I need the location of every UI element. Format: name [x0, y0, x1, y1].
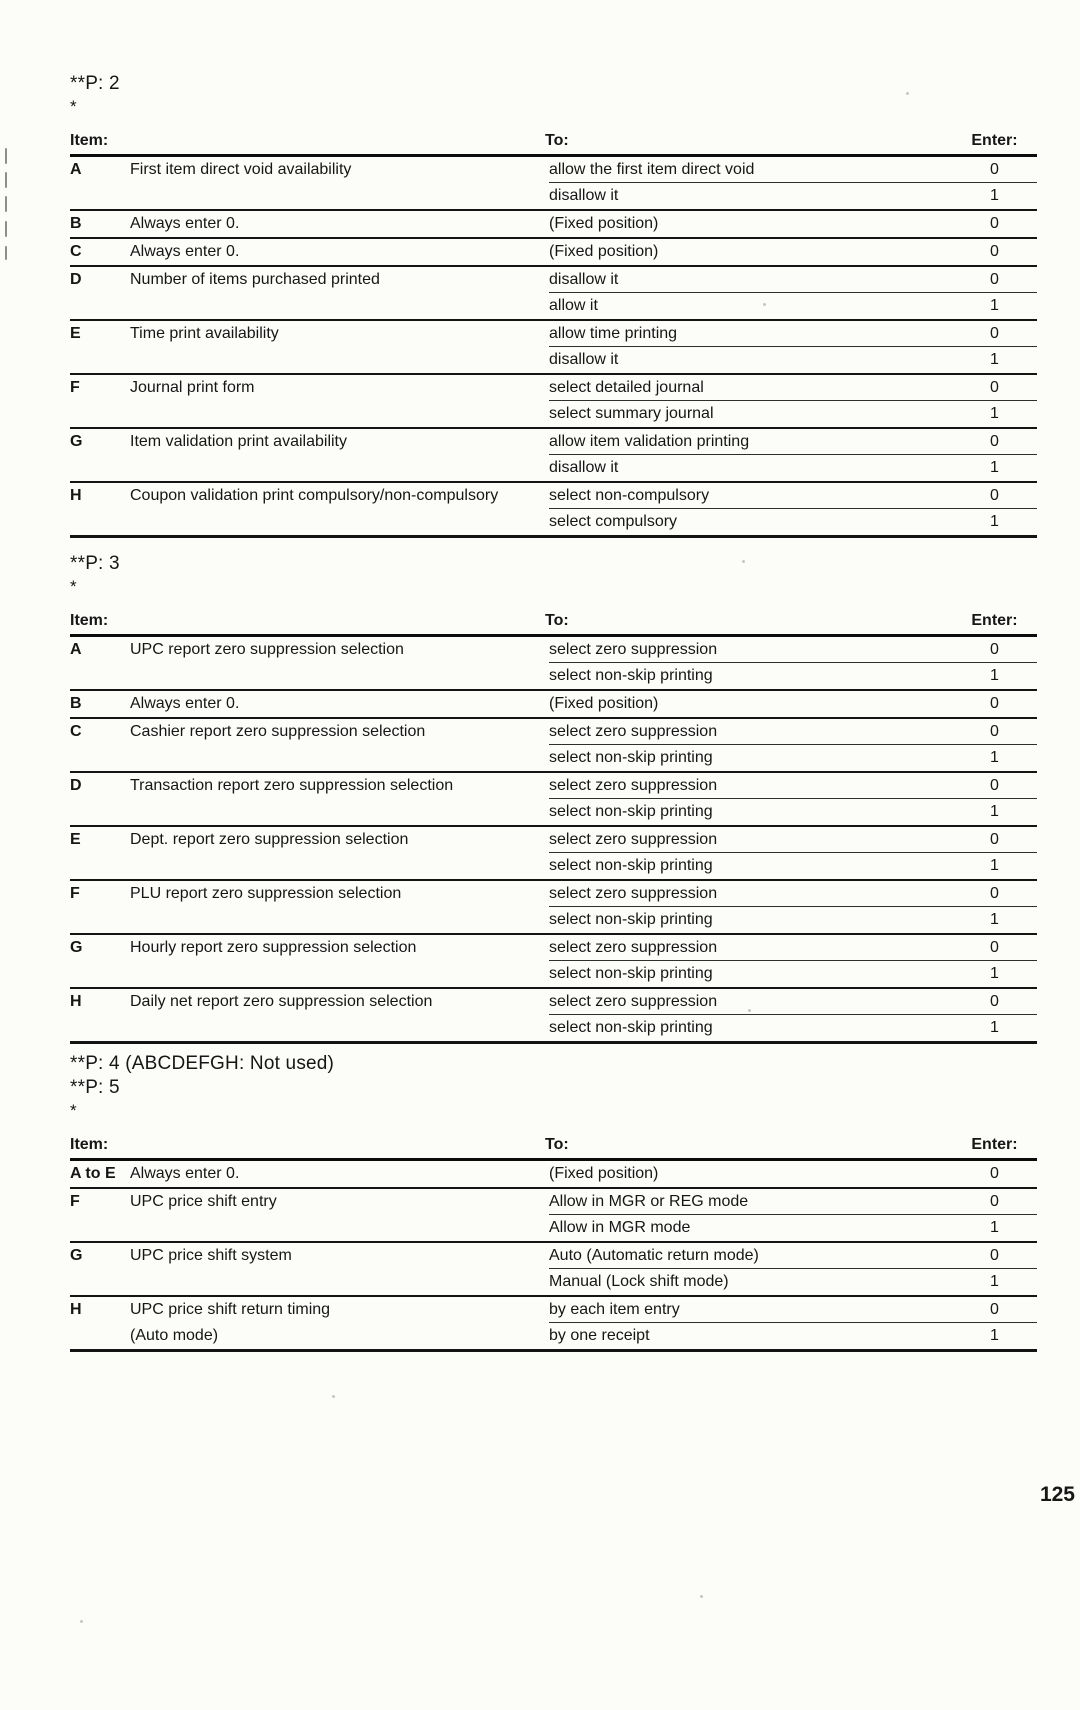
- section-heading: **P: 2: [70, 73, 120, 94]
- item-description: Always enter 0.: [130, 215, 240, 232]
- item-description: Always enter 0.: [130, 1165, 240, 1182]
- option-enter: 1: [990, 803, 999, 820]
- table-row: [70, 321, 1037, 375]
- item-description: Number of items purchased printed: [130, 271, 380, 288]
- column-header-enter: Enter:: [971, 1136, 1018, 1153]
- item-letter: C: [70, 723, 82, 740]
- option-to: allow time printing: [549, 324, 678, 342]
- column-header-enter: Enter:: [971, 612, 1018, 629]
- scan-artifact: [5, 246, 7, 260]
- item-description: Time print availability: [130, 325, 279, 342]
- section-heading: **P: 4 (ABCDEFGH: Not used): [70, 1053, 335, 1074]
- item-description: Coupon validation print compulsory/non-compulsory: [130, 487, 499, 504]
- item-description: Journal print form: [130, 379, 255, 396]
- option-to: disallow it: [549, 270, 619, 288]
- item-letter: F: [70, 379, 80, 396]
- option-to: select compulsory: [549, 513, 678, 530]
- option-enter: 1: [990, 749, 999, 766]
- item-letter: E: [70, 325, 81, 342]
- column-header-to: To:: [545, 612, 569, 629]
- option-enter: 1: [990, 1219, 999, 1236]
- item-description: Item validation print availability: [130, 433, 347, 450]
- scan-artifact: [5, 196, 7, 212]
- section-p3: [70, 552, 1037, 1044]
- option-enter: 1: [990, 187, 999, 204]
- scan-artifact: [5, 172, 7, 188]
- option-enter: 0: [990, 243, 999, 260]
- option-to: select non-skip printing: [549, 965, 713, 982]
- item-description: Cashier report zero suppression selection: [130, 723, 426, 740]
- option-to: select summary journal: [549, 405, 714, 422]
- option-to: disallow it: [549, 459, 619, 476]
- item-description: UPC price shift system: [130, 1247, 292, 1264]
- star-marker: *: [70, 577, 77, 596]
- item-letter: F: [70, 885, 80, 902]
- table-row: [70, 267, 1037, 321]
- section-p2: [70, 72, 1037, 538]
- option-enter: 1: [990, 351, 999, 368]
- option-enter: 0: [990, 884, 999, 902]
- option-enter: 0: [990, 830, 999, 848]
- option-enter: 0: [990, 432, 999, 450]
- option-to: select zero suppression: [549, 884, 718, 902]
- option-to: (Fixed position): [549, 243, 659, 260]
- item-letter: B: [70, 695, 82, 712]
- item-letter: A to E: [70, 1165, 116, 1182]
- option-to: select zero suppression: [549, 776, 718, 794]
- table-row: [70, 935, 1037, 989]
- table-row: [70, 989, 1037, 1044]
- option-to: by each item entry: [549, 1300, 680, 1318]
- settings-table: [70, 1132, 1037, 1352]
- item-description: UPC price shift entry: [130, 1193, 277, 1210]
- option-to: (Fixed position): [549, 695, 659, 712]
- table-row: [70, 211, 1037, 239]
- scan-artifact: [700, 1595, 703, 1598]
- option-enter: 0: [990, 215, 999, 232]
- option-enter: 1: [990, 911, 999, 928]
- option-enter: 1: [990, 513, 999, 530]
- item-description-line1: UPC price shift return timing: [130, 1301, 331, 1318]
- table-row: [70, 773, 1037, 827]
- table-row: [70, 483, 1037, 538]
- item-letter: H: [70, 993, 82, 1010]
- scan-artifact: [80, 1620, 83, 1623]
- table-row: [70, 157, 1037, 211]
- option-enter: 0: [990, 992, 999, 1010]
- option-enter: 0: [990, 776, 999, 794]
- column-header-item: Item:: [70, 1136, 109, 1153]
- table-header-row: [70, 128, 1037, 157]
- option-enter: 0: [990, 695, 999, 712]
- table-row: [70, 239, 1037, 267]
- table-row: [70, 691, 1037, 719]
- item-description: Transaction report zero suppression selection: [130, 777, 454, 794]
- option-to: select zero suppression: [549, 938, 718, 956]
- scan-artifact: [5, 148, 7, 164]
- table-row: [70, 719, 1037, 773]
- option-to: select non-skip printing: [549, 1019, 713, 1036]
- item-letter: E: [70, 831, 81, 848]
- settings-table: [70, 608, 1037, 1044]
- option-enter: 0: [990, 270, 999, 288]
- option-enter: 0: [990, 938, 999, 956]
- option-enter: 1: [990, 1327, 999, 1344]
- option-to: Allow in MGR or REG mode: [549, 1192, 749, 1210]
- table-row: [70, 637, 1037, 691]
- option-enter: 1: [990, 297, 999, 314]
- option-to: select non-compulsory: [549, 486, 710, 504]
- option-enter: 0: [990, 378, 999, 396]
- star-marker: *: [70, 1101, 77, 1120]
- option-enter: 0: [990, 486, 999, 504]
- item-letter: D: [70, 271, 82, 288]
- option-to: select non-skip printing: [549, 749, 713, 766]
- column-header-to: To:: [545, 1136, 569, 1153]
- item-letter: G: [70, 433, 83, 450]
- table-row: [70, 881, 1037, 935]
- item-letter: H: [70, 487, 82, 504]
- option-enter: 0: [990, 1300, 999, 1318]
- option-to: Manual (Lock shift mode): [549, 1273, 729, 1290]
- option-to: disallow it: [549, 351, 619, 368]
- option-enter: 1: [990, 857, 999, 874]
- item-description: Always enter 0.: [130, 695, 240, 712]
- section-heading: **P: 3: [70, 553, 120, 574]
- option-to: select non-skip printing: [549, 911, 713, 928]
- option-enter: 0: [990, 640, 999, 658]
- table-row: [70, 1161, 1037, 1189]
- option-enter: 0: [990, 1165, 999, 1182]
- column-header-item: Item:: [70, 132, 109, 149]
- option-to: select zero suppression: [549, 640, 718, 658]
- option-to: select non-skip printing: [549, 857, 713, 874]
- option-to: Allow in MGR mode: [549, 1219, 691, 1236]
- star-marker: *: [70, 97, 77, 116]
- item-description-line2: (Auto mode): [130, 1327, 219, 1344]
- option-to: by one receipt: [549, 1327, 650, 1344]
- scan-artifact: [332, 1395, 335, 1398]
- option-to: allow the first item direct void: [549, 160, 755, 178]
- item-description: Dept. report zero suppression selection: [130, 831, 409, 848]
- option-enter: 1: [990, 1019, 999, 1036]
- table-row: [70, 1189, 1037, 1243]
- table-row: [70, 827, 1037, 881]
- item-letter: B: [70, 215, 82, 232]
- option-enter: 0: [990, 722, 999, 740]
- option-to: allow it: [549, 297, 598, 314]
- column-header-enter: Enter:: [971, 132, 1018, 149]
- table-row: [70, 375, 1037, 429]
- section-heading: **P: 5: [70, 1077, 120, 1098]
- item-letter: F: [70, 1193, 80, 1210]
- option-to: (Fixed position): [549, 1165, 659, 1182]
- item-letter: A: [70, 161, 82, 178]
- section-p4-p5: [70, 1052, 1037, 1352]
- item-description: First item direct void availability: [130, 161, 352, 178]
- option-to: (Fixed position): [549, 215, 659, 232]
- option-enter: 1: [990, 405, 999, 422]
- item-description: Hourly report zero suppression selection: [130, 939, 417, 956]
- column-header-item: Item:: [70, 612, 109, 629]
- option-enter: 1: [990, 459, 999, 476]
- option-to: allow item validation printing: [549, 432, 750, 450]
- item-letter: G: [70, 1247, 83, 1264]
- item-description: [130, 1297, 549, 1349]
- option-to: select non-skip printing: [549, 667, 713, 684]
- option-to: Auto (Automatic return mode): [549, 1246, 759, 1264]
- option-enter: 0: [990, 324, 999, 342]
- option-enter: 0: [990, 1246, 999, 1264]
- option-to: select zero suppression: [549, 722, 718, 740]
- option-to: select zero suppression: [549, 992, 718, 1010]
- item-letter: D: [70, 777, 82, 794]
- table-header-row: [70, 1132, 1037, 1161]
- option-to: select detailed journal: [549, 378, 704, 396]
- item-description: UPC report zero suppression selection: [130, 641, 404, 658]
- option-to: disallow it: [549, 187, 619, 204]
- option-to: select zero suppression: [549, 830, 718, 848]
- item-description: Always enter 0.: [130, 243, 240, 260]
- item-letter: G: [70, 939, 83, 956]
- table-row: [70, 1243, 1037, 1297]
- page-number: 125: [1039, 1483, 1075, 1506]
- option-enter: 1: [990, 965, 999, 982]
- settings-table: [70, 128, 1037, 538]
- table-header-row: [70, 608, 1037, 637]
- item-description: PLU report zero suppression selection: [130, 885, 402, 902]
- table-row: [70, 1297, 1037, 1352]
- scan-artifact: [5, 221, 7, 237]
- item-letter: H: [70, 1301, 82, 1318]
- option-enter: 1: [990, 667, 999, 684]
- item-letter: A: [70, 641, 82, 658]
- column-header-to: To:: [545, 132, 569, 149]
- item-letter: C: [70, 243, 82, 260]
- option-enter: 0: [990, 1192, 999, 1210]
- item-description: Daily net report zero suppression selection: [130, 993, 433, 1010]
- table-row: [70, 429, 1037, 483]
- option-enter: 1: [990, 1273, 999, 1290]
- option-enter: 0: [990, 160, 999, 178]
- option-to: select non-skip printing: [549, 803, 713, 820]
